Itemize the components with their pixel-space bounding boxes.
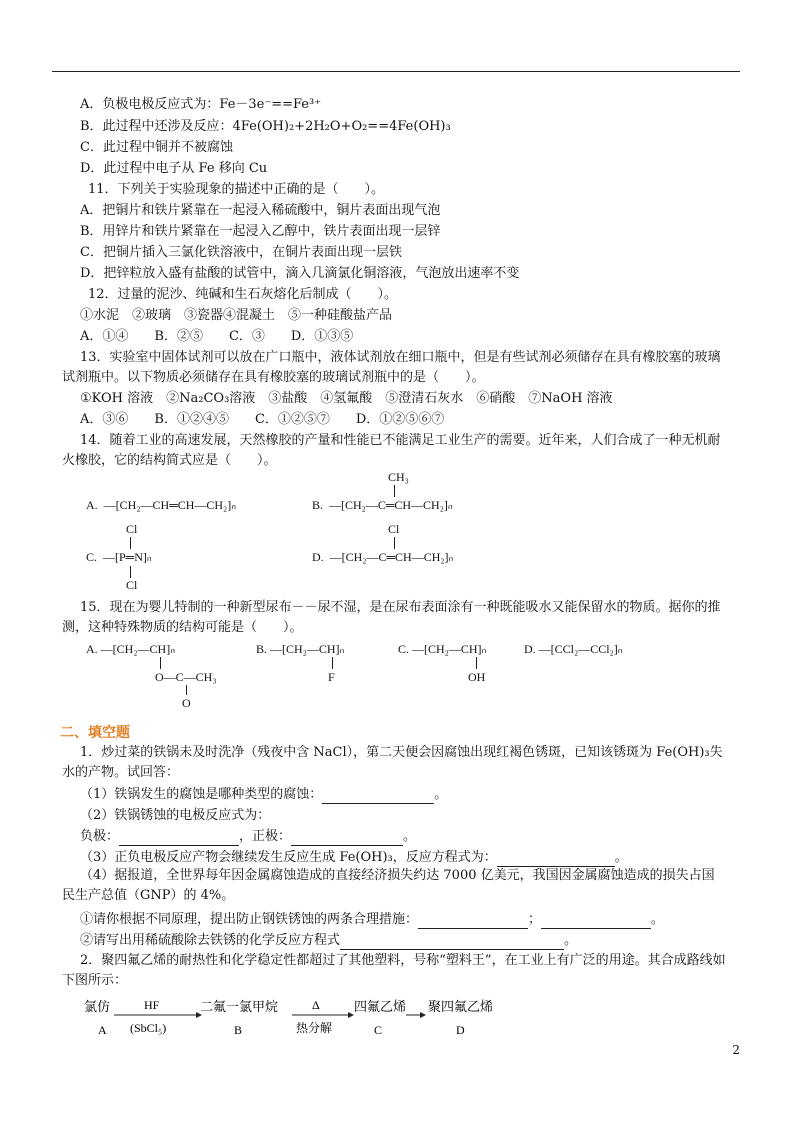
route-d-label: D bbox=[456, 1023, 465, 1037]
q14-option-c-sub-bottom: Cl bbox=[126, 578, 138, 592]
q15-a-double-bond bbox=[186, 685, 187, 695]
route-c-label: C bbox=[374, 1023, 383, 1037]
answer-blank[interactable] bbox=[497, 852, 615, 867]
route-arrowhead-3 bbox=[420, 1012, 426, 1018]
fill1-part3: （3）正负电极反应产物会继续发生反应生成 Fe(OH)₃，反应方程式为： 。 bbox=[80, 850, 628, 865]
answer-blank[interactable] bbox=[322, 789, 434, 804]
q14-c-bond-bottom bbox=[130, 566, 131, 578]
route-cond1-bottom: (SbCl₅) bbox=[130, 1021, 167, 1035]
fill1-part1: （1）铁锅发生的腐蚀是哪种类型的腐蚀： 。 bbox=[80, 787, 448, 802]
q13-items: ①KOH 溶液 ②Na₂CO₃溶液 ③盐酸 ④氢氟酸 ⑤澄清石灰水 ⑥硝酸 ⑦NaOH 溶液 bbox=[80, 391, 613, 406]
fill1-part4: （4）据报道，全世界每年因金属腐蚀造成的直接经济损失约达 7000 亿美元，我国因金属腐蚀造成的损失占国民生产总值（GNP）的 4%。 bbox=[62, 868, 715, 903]
q14-stem: 14．随着工业的高速发展，天然橡胶的产量和性能已不能满足工业生产的需要。近年来，人们合成了一种无机耐火橡胶，它的结构简式应是（ ）。 bbox=[62, 433, 721, 468]
answer-blank[interactable] bbox=[119, 831, 239, 846]
q15-option-b-sub: F bbox=[328, 670, 335, 684]
route-d-name: 聚四氟乙烯 bbox=[428, 999, 494, 1014]
q12-answers: A．①④ B．②⑤ C．③ D．①③⑤ bbox=[80, 329, 354, 344]
fill1-stem: 1．炒过菜的铁锅未及时洗净（残夜中含 NaCl），第二天便会因腐蚀出现红褐色锈斑，已知该锈斑为 Fe(OH)₃失水的产物。试回答： bbox=[62, 745, 723, 780]
route-cond2-bottom: 热分解 bbox=[296, 1021, 333, 1035]
q12-stem: 12．过量的泥沙、纯碱和生石灰熔化后制成（ ）。 bbox=[88, 287, 398, 302]
q10-option-d: D．此过程中电子从 Fe 移向 Cu bbox=[80, 161, 268, 176]
synthesis-route-diagram bbox=[80, 994, 520, 1044]
route-cond2-top: Δ bbox=[312, 998, 320, 1012]
q14-option-d-substituent: Cl bbox=[388, 522, 400, 536]
answer-blank[interactable] bbox=[418, 914, 528, 929]
answer-blank[interactable] bbox=[340, 935, 564, 950]
q13-answers: A．③⑥ B．①②④⑤ C．①②⑤⑦ D．①②⑤⑥⑦ bbox=[80, 412, 445, 427]
q15-option-a-sub-o: O bbox=[182, 696, 191, 710]
q10-option-b: B．此过程中还涉及反应：4Fe(OH)₂+2H₂O+O₂==4Fe(OH)₃ bbox=[80, 119, 451, 134]
fill1-part2: （2）铁锅锈蚀的电极反应式为： bbox=[80, 808, 271, 823]
q14-option-b-substituent: CH₃ bbox=[388, 470, 409, 484]
fill1-part4-measures: ①请你根据不同原理，提出防止钢铁锈蚀的两条合理措施： ； 。 bbox=[80, 912, 665, 927]
q11-option-a: A．把铜片和铁片紧靠在一起浸入稀硫酸中，铜片表面出现气泡 bbox=[80, 203, 441, 218]
page-number: 2 bbox=[732, 1043, 740, 1057]
q11-option-d: D．把锌粒放入盛有盐酸的试管中，滴入几滴氯化铜溶液，气泡放出速率不变 bbox=[80, 266, 520, 281]
q15-c-bond bbox=[476, 657, 477, 669]
fill1-part2-electrodes: 负极： ，正极： 。 bbox=[80, 829, 417, 844]
q14-option-c-sub-top: Cl bbox=[126, 522, 138, 536]
q14-option-c: C. —[P═N]ₙ bbox=[86, 550, 152, 564]
q12-items: ①水泥 ②玻璃 ③瓷器④混凝土 ⑤一种硅酸盐产品 bbox=[80, 308, 393, 323]
q15-b-bond bbox=[332, 657, 333, 669]
q15-option-d: D. —[CCl₂—CCl₂]ₙ bbox=[524, 642, 623, 656]
q15-stem: 15．现在为婴儿特制的一种新型尿布－－尿不湿，是在尿布表面涂有一种既能吸水又能保留水的物质。据你的推测，这种特殊物质的结构可能是（ ）。 bbox=[62, 600, 721, 635]
route-b-label: B bbox=[234, 1023, 243, 1037]
q15-option-a: A. —[CH₂—CH]ₙ bbox=[86, 642, 175, 656]
q10-option-c: C．此过程中铜并不被腐蚀 bbox=[80, 140, 233, 155]
q13-stem: 13．实验室中固体试剂可以放在广口瓶中，液体试剂放在细口瓶中，但是有些试剂必须储存在具有橡胶塞的玻璃试剂瓶中。以下物质必须储存在具有橡胶塞的玻璃试剂瓶中的是（ ）。 bbox=[62, 350, 721, 385]
route-c-name: 四氟乙烯 bbox=[354, 999, 407, 1014]
q14-option-b: B. —[CH₂—C═CH—CH₂]ₙ bbox=[312, 498, 453, 512]
route-cond1-top: HF bbox=[144, 998, 160, 1012]
q15-option-c: C. —[CH₂—CH]ₙ bbox=[398, 642, 487, 656]
section-heading-fill-blank: 二、填空题 bbox=[60, 725, 130, 741]
route-b-name: 二氟一氯甲烷 bbox=[200, 999, 279, 1014]
q15-a-bond bbox=[160, 657, 161, 669]
fill1-part4-equation: ②请写出用稀硫酸除去铁锈的化学反应方程式 。 bbox=[80, 933, 578, 948]
q14-option-a: A. —[CH₂—CH═CH—CH₂]ₙ bbox=[86, 498, 236, 512]
q11-option-c: C．把铜片插入三氯化铁溶液中，在铜片表面出现一层铁 bbox=[80, 245, 402, 260]
answer-blank[interactable] bbox=[541, 914, 651, 929]
header-rule bbox=[52, 71, 740, 72]
q14-b-bond bbox=[394, 485, 395, 497]
q15-option-c-sub: OH bbox=[468, 670, 486, 684]
q11-option-b: B．用锌片和铁片紧靠在一起浸入乙醇中，铁片表面出现一层锌 bbox=[80, 224, 441, 239]
q15-option-a-sub: O—C—CH₃ bbox=[155, 670, 217, 684]
fill2-stem: 2．聚四氟乙烯的耐热性和化学稳定性都超过了其他塑料，号称“塑料王”，在工业上有广泛的用途。其合成路线如下图所示： bbox=[62, 953, 726, 988]
q11-stem: 11．下列关于实验现象的描述中正确的是（ ）。 bbox=[88, 182, 385, 197]
answer-blank[interactable] bbox=[291, 831, 403, 846]
route-a-label: A bbox=[98, 1023, 107, 1037]
q14-d-bond bbox=[394, 537, 395, 549]
route-a-name: 氯仿 bbox=[84, 999, 111, 1014]
q10-option-a: A．负极电极反应式为：Fe－3e⁻==Fe³⁺ bbox=[80, 97, 322, 112]
q14-option-d: D. —[CH₂—C═CH—CH₂]ₙ bbox=[312, 550, 454, 564]
q14-c-bond-top bbox=[130, 537, 131, 549]
q15-option-b: B. —[CH₂—CH]ₙ bbox=[256, 642, 345, 656]
